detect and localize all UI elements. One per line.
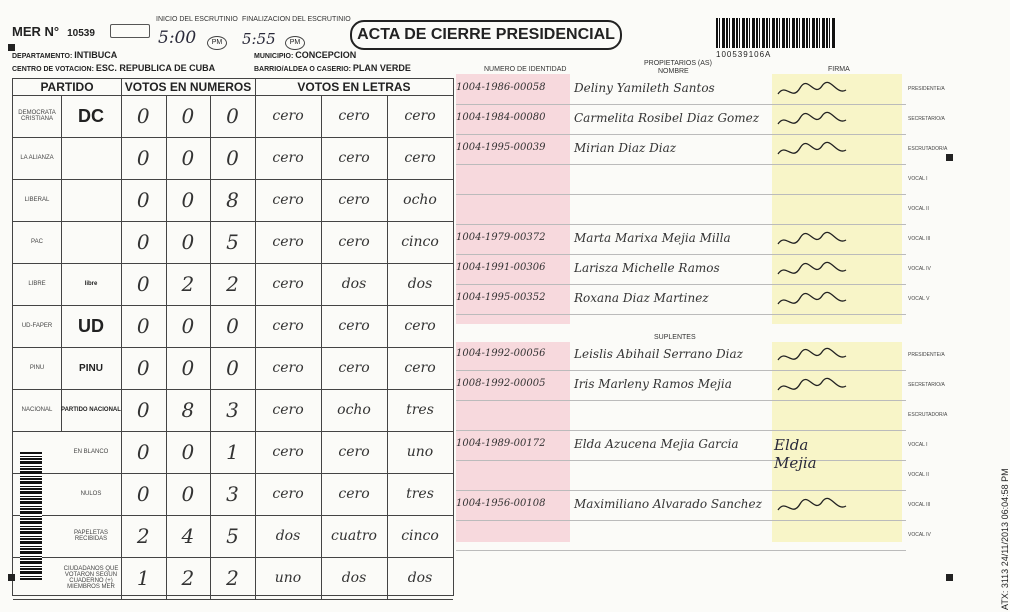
vote-word-text: cero	[272, 234, 304, 250]
vote-digit	[166, 137, 212, 179]
party-logo	[61, 95, 122, 137]
vote-word-text: cinco	[401, 234, 439, 250]
party-name: UD-FAPER	[21, 323, 53, 329]
vote-digit-text: 2	[226, 272, 239, 296]
party-row	[13, 473, 453, 516]
vote-word-text: dos	[341, 570, 367, 586]
member-row	[456, 230, 931, 255]
vote-digit	[210, 431, 256, 473]
party-logo-text: PARTIDO NACIONAL	[61, 407, 121, 413]
member-row	[456, 170, 928, 195]
vote-word-text: cero	[272, 486, 304, 502]
vote-digit	[210, 263, 256, 305]
party-name-cell	[13, 221, 62, 263]
vote-word-text: cero	[272, 108, 304, 124]
vote-digit	[166, 179, 212, 221]
party-row	[13, 305, 453, 348]
vote-digit	[210, 137, 256, 179]
vote-digit-text: 0	[181, 188, 195, 212]
top-barcode	[716, 18, 836, 48]
vote-digit-text: 0	[136, 188, 150, 212]
member-row	[456, 140, 948, 165]
header-numero: NUMERO DE IDENTIDAD	[484, 66, 567, 73]
vote-digit-text: 4	[181, 524, 195, 548]
member-name: Iris Marleny Ramos Mejia	[574, 377, 732, 391]
member-row	[456, 260, 931, 285]
inicio-label: INICIO DEL ESCRUTINIO	[156, 16, 238, 23]
member-role: SECRETARIO/A	[908, 116, 945, 122]
vote-digit	[166, 347, 212, 389]
vote-digit-text: 0	[136, 272, 150, 296]
member-role: VOCAL V	[908, 296, 930, 302]
table-header-row	[13, 79, 453, 96]
vote-word-text: ocho	[337, 402, 371, 418]
header-letras: VOTOS EN LETRAS	[297, 80, 411, 94]
vote-word	[255, 95, 322, 137]
member-role: VOCAL I	[908, 442, 928, 448]
vote-digit	[121, 515, 167, 557]
party-name-cell	[61, 515, 122, 557]
vote-word-text: tres	[406, 486, 434, 502]
vote-word	[321, 557, 388, 599]
member-role: VOCAL II	[908, 472, 929, 478]
party-name: LIBRE	[28, 281, 46, 287]
party-row	[13, 389, 453, 432]
vote-digit-text: 5	[226, 230, 239, 254]
party-name-cell	[13, 305, 62, 347]
vote-digit-text: 0	[181, 356, 195, 380]
member-role: PRESIDENTE/A	[908, 86, 945, 92]
vote-word	[387, 95, 453, 137]
vote-word	[387, 473, 453, 515]
header-propietarios: PROPIETARIOS (AS)	[644, 60, 712, 67]
member-signature: Elda Mejia	[774, 436, 817, 472]
fin-ampm: PM	[285, 36, 305, 50]
party-row	[13, 431, 453, 474]
party-name-cell	[13, 389, 62, 431]
party-logo	[61, 263, 122, 305]
vote-word	[321, 95, 388, 137]
vote-digit-text: 3	[226, 398, 239, 422]
vote-word	[387, 515, 453, 557]
member-name: Marta Marixa Mejia Milla	[574, 231, 731, 245]
vote-digit-text: 8	[226, 188, 239, 212]
party-name: EN BLANCO	[73, 449, 109, 455]
vote-digit	[166, 95, 212, 137]
vote-word-text: cero	[338, 318, 370, 334]
member-signature	[774, 496, 850, 518]
party-row	[13, 221, 453, 264]
vote-word-text: cero	[272, 150, 304, 166]
vote-digit	[166, 305, 212, 347]
mer-number: MER N° 10539	[12, 24, 95, 39]
party-name-cell	[13, 263, 62, 305]
vote-word	[387, 263, 453, 305]
vote-word	[255, 179, 322, 221]
vote-word	[387, 389, 453, 431]
vote-digit	[121, 557, 167, 599]
fin-label: FINALIZACION DEL ESCRUTINIO	[242, 16, 351, 23]
vote-digit	[210, 473, 256, 515]
municipio: MUNICIPIO: CONCEPCION	[254, 50, 357, 60]
barcode-text: 100539106A	[716, 50, 772, 59]
member-id: 1004-1979-00372	[456, 232, 546, 243]
vote-digit-text: 1	[226, 440, 239, 464]
party-name: CIUDADANOS QUE VOTARON SEGUN CUADERNO (+) MIEMBROS MER	[63, 566, 119, 590]
vote-digit-text: 2	[136, 524, 150, 548]
header-firma: FIRMA	[828, 66, 850, 73]
corner-mark	[8, 574, 15, 581]
vote-digit	[121, 221, 167, 263]
vote-word-text: uno	[406, 444, 434, 460]
member-row	[456, 200, 929, 225]
vote-digit-text: 0	[181, 440, 195, 464]
vote-digit	[166, 221, 212, 263]
vote-word	[255, 515, 322, 557]
vote-digit	[210, 305, 256, 347]
fin-value: 5:55	[242, 30, 276, 48]
party-logo	[61, 305, 122, 347]
vote-digit-text: 0	[136, 398, 150, 422]
vote-word-text: tres	[406, 402, 434, 418]
vote-digit-text: 0	[181, 104, 195, 128]
vote-word-text: cero	[272, 402, 304, 418]
vote-word-text: cero	[338, 486, 370, 502]
member-role: VOCAL III	[908, 502, 931, 508]
page-title: ACTA DE CIERRE PRESIDENCIAL	[350, 20, 622, 50]
vote-digit	[121, 347, 167, 389]
member-name: Mirian Diaz Diaz	[574, 141, 677, 155]
party-logo-text: PINU	[79, 362, 103, 374]
party-logo	[61, 179, 122, 221]
vote-digit-text: 0	[181, 314, 195, 338]
vote-digit-text: 2	[181, 272, 195, 296]
vote-word-text: cero	[404, 150, 436, 166]
vote-word-text: cero	[272, 360, 304, 376]
vote-word	[387, 137, 453, 179]
member-role: VOCAL I	[908, 176, 928, 182]
header-nombre: NOMBRE	[658, 68, 689, 75]
vote-digit	[166, 431, 212, 473]
vote-word	[387, 347, 453, 389]
vote-word	[387, 179, 453, 221]
vote-word	[255, 137, 322, 179]
member-name: Roxana Diaz Martinez	[574, 291, 709, 305]
member-signature	[774, 290, 850, 312]
side-stamp: ATX: 3113 24/11/2013 06:04:58 PM	[1000, 468, 1010, 610]
inicio-ampm: PM	[207, 36, 227, 50]
vote-digit-text: 0	[136, 146, 150, 170]
vote-word-text: cero	[404, 360, 436, 376]
vote-word	[321, 179, 388, 221]
party-logo-text: UD	[78, 315, 104, 336]
vote-digit-text: 3	[226, 482, 239, 506]
party-name: LIBERAL	[24, 197, 50, 203]
vote-digit-text: 8	[181, 398, 195, 422]
vote-word-text: dos	[407, 276, 433, 292]
member-row	[456, 496, 931, 521]
vote-word-text: cero	[272, 318, 304, 334]
vote-digit-text: 0	[226, 146, 239, 170]
party-logo	[61, 137, 122, 179]
member-row	[456, 466, 929, 491]
member-role: VOCAL II	[908, 206, 929, 212]
vote-digit-text: 0	[226, 356, 239, 380]
centro-votacion: CENTRO DE VOTACION: ESC. REPUBLICA DE CUBA	[12, 63, 216, 73]
member-role: SECRETARIO/A	[908, 382, 945, 388]
party-name-cell	[61, 473, 122, 515]
vote-digit	[166, 473, 212, 515]
party-row	[13, 263, 453, 306]
vote-word-text: cuatro	[331, 528, 377, 544]
vote-word-text: cero	[338, 150, 370, 166]
vote-word-text: dos	[407, 570, 433, 586]
vote-word	[255, 263, 322, 305]
vote-word-text: uno	[274, 570, 302, 586]
vote-word	[321, 221, 388, 263]
header-partido: PARTIDO	[13, 79, 122, 95]
member-id: 1004-1991-00306	[456, 262, 546, 273]
member-signature	[774, 260, 850, 282]
vote-digit-text: 2	[226, 566, 239, 590]
vote-digit-text: 0	[136, 104, 150, 128]
vote-word-text: cero	[272, 444, 304, 460]
party-name: PAC	[31, 239, 43, 245]
corner-mark	[8, 44, 15, 51]
departamento: DEPARTAMENTO: INTIBUCA	[12, 50, 118, 60]
member-row	[456, 346, 945, 371]
vote-digit	[210, 95, 256, 137]
party-logo	[61, 221, 122, 263]
vote-digit	[166, 263, 212, 305]
member-signature	[774, 140, 850, 162]
party-logo-text: libre	[84, 281, 98, 287]
vote-word-text: cero	[338, 360, 370, 376]
corner-mark	[946, 154, 953, 161]
party-name: DEMOCRATA CRISTIANA	[18, 110, 56, 122]
vote-word	[255, 431, 322, 473]
vote-digit	[210, 515, 256, 557]
vote-digit	[166, 515, 212, 557]
vote-digit	[121, 95, 167, 137]
member-id: 1004-1992-00056	[456, 348, 546, 359]
vote-digit	[210, 221, 256, 263]
party-name: LA ALIANZA	[20, 155, 54, 161]
vote-digit-text: 0	[136, 482, 150, 506]
vote-digit-text: 0	[181, 230, 195, 254]
vote-word-text: dos	[341, 276, 367, 292]
vote-digit	[121, 179, 167, 221]
member-id: 1008-1992-00005	[456, 378, 546, 389]
vote-word	[255, 557, 322, 599]
vote-digit	[121, 473, 167, 515]
vote-word	[387, 305, 453, 347]
party-row	[13, 137, 453, 180]
vote-digit	[166, 389, 212, 431]
member-id: 1004-1995-00352	[456, 292, 546, 303]
member-role: VOCAL IV	[908, 532, 931, 538]
member-role: ESCRUTADOR/A	[908, 412, 948, 418]
vote-word	[387, 557, 453, 599]
member-signature	[774, 230, 850, 252]
party-name: NACIONAL	[21, 407, 53, 413]
header-suplentes: SUPLENTES	[654, 334, 696, 341]
member-signature	[774, 110, 850, 132]
party-name-cell	[13, 179, 62, 221]
member-signature	[774, 80, 850, 102]
party-row	[13, 95, 453, 138]
member-signature	[774, 346, 850, 368]
vote-word	[255, 221, 322, 263]
member-row	[456, 436, 928, 472]
member-row	[456, 406, 948, 431]
vote-digit-text: 0	[181, 146, 195, 170]
member-row	[456, 526, 931, 551]
vote-digit-text: 0	[136, 314, 150, 338]
vote-digit	[121, 263, 167, 305]
vote-digit	[166, 557, 212, 599]
party-name: NULOS	[80, 491, 102, 497]
member-name: Deliny Yamileth Santos	[574, 81, 715, 95]
vote-word	[387, 221, 453, 263]
vote-word-text: cero	[404, 108, 436, 124]
vote-word-text: cero	[272, 276, 304, 292]
party-name: PAPELETAS RECIBIDAS	[73, 530, 109, 542]
party-logo	[61, 347, 122, 389]
votes-table	[12, 78, 454, 596]
vote-digit-text: 1	[136, 566, 150, 590]
party-logo-text: DC	[78, 105, 104, 126]
member-id: 1004-1995-00039	[456, 142, 546, 153]
vote-word-text: cero	[338, 234, 370, 250]
member-id: 1004-1956-00108	[456, 498, 546, 509]
vote-word	[255, 473, 322, 515]
member-role: VOCAL IV	[908, 266, 931, 272]
member-row	[456, 110, 945, 135]
party-logo	[61, 389, 122, 431]
vote-word	[321, 305, 388, 347]
member-role: PRESIDENTE/A	[908, 352, 945, 358]
corner-mark	[946, 574, 953, 581]
vote-word-text: dos	[275, 528, 301, 544]
vote-word	[321, 431, 388, 473]
member-role: VOCAL III	[908, 236, 931, 242]
party-name-cell	[61, 557, 122, 599]
vote-word-text: cero	[272, 192, 304, 208]
vote-word-text: cero	[338, 108, 370, 124]
member-name: Maximiliano Alvarado Sanchez	[574, 497, 762, 511]
party-name-cell	[13, 137, 62, 179]
header-numeros: VOTOS EN NUMEROS	[121, 79, 256, 95]
vote-digit	[210, 179, 256, 221]
vote-digit	[210, 389, 256, 431]
member-id: 1004-1984-00080	[456, 112, 546, 123]
vote-digit	[121, 431, 167, 473]
vote-digit-text: 0	[136, 356, 150, 380]
party-row	[13, 515, 453, 558]
vote-digit	[121, 305, 167, 347]
member-id: 1004-1989-00172	[456, 438, 546, 449]
vote-digit	[121, 389, 167, 431]
party-name-cell	[13, 347, 62, 389]
member-name: Elda Azucena Mejia Garcia	[574, 437, 739, 451]
vote-word	[321, 347, 388, 389]
party-name-cell	[61, 431, 122, 473]
vote-word	[321, 515, 388, 557]
inicio-value: 5:00	[158, 28, 197, 48]
barrio: BARRIO/ALDEA O CASERIO: PLAN VERDE	[254, 63, 411, 73]
party-name-cell	[13, 95, 62, 137]
vote-digit	[121, 137, 167, 179]
side-barcode	[20, 452, 42, 580]
vote-word	[255, 389, 322, 431]
member-signature	[774, 376, 850, 398]
vote-word-text: cinco	[401, 528, 439, 544]
member-name: Leislis Abihail Serrano Diaz	[574, 347, 743, 361]
vote-word-text: cero	[338, 192, 370, 208]
vote-word	[321, 137, 388, 179]
member-row	[456, 376, 945, 401]
vote-word	[255, 305, 322, 347]
vote-digit	[210, 347, 256, 389]
tse-logo	[110, 24, 150, 38]
member-row	[456, 80, 945, 105]
vote-word	[321, 473, 388, 515]
vote-digit-text: 5	[226, 524, 239, 548]
vote-word	[255, 347, 322, 389]
member-id: 1004-1986-00058	[456, 82, 546, 93]
party-name: PINU	[29, 365, 45, 371]
party-row	[13, 347, 453, 390]
vote-word-text: cero	[338, 444, 370, 460]
vote-digit	[210, 557, 256, 599]
vote-word-text: ocho	[403, 192, 437, 208]
vote-digit-text: 0	[226, 104, 239, 128]
vote-digit-text: 2	[181, 566, 195, 590]
vote-digit-text: 0	[181, 482, 195, 506]
vote-digit-text: 0	[136, 440, 150, 464]
party-row	[13, 179, 453, 222]
member-row	[456, 290, 930, 315]
vote-word	[321, 389, 388, 431]
party-row	[13, 557, 453, 600]
member-name: Carmelita Rosibel Diaz Gomez	[574, 111, 760, 125]
member-role: ESCRUTADOR/A	[908, 146, 948, 152]
vote-word	[321, 263, 388, 305]
vote-digit-text: 0	[136, 230, 150, 254]
vote-word-text: cero	[404, 318, 436, 334]
vote-digit-text: 0	[226, 314, 239, 338]
member-name: Larisza Michelle Ramos	[574, 261, 720, 275]
vote-word	[387, 431, 453, 473]
